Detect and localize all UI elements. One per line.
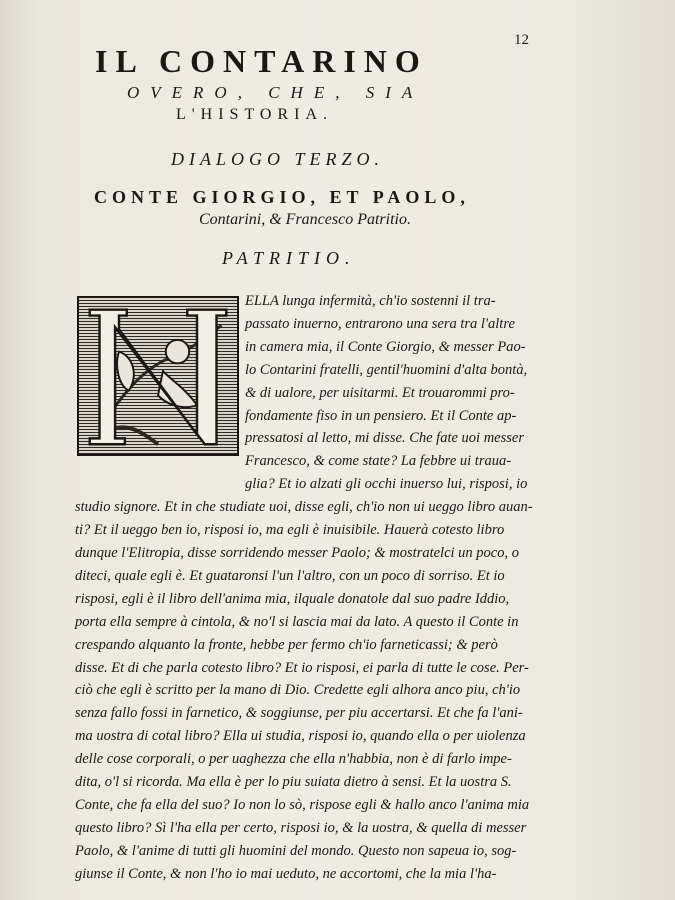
- body-line: diteci, quale egli è. Et guataronsi l'un l'altro, con un poco di sorriso. Et io: [75, 567, 505, 584]
- body-line: dunque l'Elitropia, disse sorridendo messer Paolo; & mostratelci un poco, o: [75, 544, 519, 561]
- body-line: questo libro? Sì l'ha ella per certo, risposi io, & la uostra, & quella di messer: [75, 819, 527, 836]
- body-line: porta ella sempre à cintola, & no'l si lascia mai da lato. A questo il Conte in: [75, 613, 519, 630]
- page-title: IL CONTARINO: [95, 43, 428, 79]
- body-line: passato inuerno, entrarono una sera tra l'altre: [245, 315, 515, 332]
- body-line: ti? Et il ueggo ben io, risposi io, ma egli è inuisibile. Hauerà cotesto libro: [75, 522, 505, 539]
- body-line: disse. Et di che parla cotesto libro? Et io risposi, ei parla di tutte le cose. Per-: [75, 659, 529, 676]
- body-line: in camera mia, il Conte Giorgio, & messer Pao-: [245, 338, 526, 355]
- body-line: risposi, egli è il libro dell'anima mia, ilquale donatole dal suo padre Iddio,: [75, 590, 510, 607]
- body-line: fondamente fiso in un pensiero. Et il Conte ap-: [245, 407, 517, 424]
- body-line: giunse il Conte, & non l'ho io mai ueduto, ne accortomi, che la mia l'ha-: [75, 865, 497, 882]
- body-line: dita, o'l si ricorda. Ma ella è per lo piu suiata dietro à sensi. Et la uostra S.: [75, 774, 512, 791]
- body-line: & di ualore, per uisitarmi. Et trouarommi pro-: [245, 384, 515, 401]
- body-line: lo Contarini fratelli, gentil'huomini d'alta bontà,: [245, 361, 528, 378]
- body-line: crespando alquanto la fronte, hebbe per fermo ch'io farneticassi; & però: [75, 636, 498, 653]
- body-line: glia? Et io alzati gli occhi inuerso lui, risposi, io: [245, 476, 528, 493]
- body-line: delle cose corporali, o per uaghezza che ella n'habbia, non è di farlo impe-: [75, 751, 512, 768]
- page-subtitle-line2: L'HISTORIA.: [176, 106, 334, 123]
- body-line: senza fallo fossi in farnetico, & soggiunse, per piu accertarsi. Et che fa l'ani-: [75, 705, 523, 722]
- body-line: Paolo, & l'anime di tutti gli huomini del mondo. Questo non sapeua io, sog-: [75, 842, 517, 859]
- body-line: Francesco, & come state? La febbre ui traua-: [245, 453, 512, 470]
- speakers-heading: CONTE GIORGIO, ET PAOLO,: [94, 187, 470, 207]
- body-line: ma uostra di cotal libro? Ella ui studia, risposi io, quando ella o per uiolenza: [75, 728, 526, 745]
- dialogue-heading: DIALOGO TERZO.: [171, 149, 385, 169]
- body-line: pressatosi al letto, mi disse. Che fate uoi messer: [245, 430, 524, 447]
- body-line: studio signore. Et in che studiate uoi, disse egli, ch'io non ui ueggo libro auan-: [75, 499, 533, 516]
- body-line: ELLA lunga infermità, ch'io sostenni il tra-: [245, 293, 496, 309]
- speakers-heading-line2: Contarini, & Francesco Patritio.: [199, 211, 411, 228]
- body-line: ciò che egli è scritto per la mano di Dio. Credette egli alhora anco piu, ch'io: [75, 682, 521, 699]
- body-text: [75, 290, 560, 886]
- page-subtitle: OVERO, CHE, SIA: [127, 83, 424, 102]
- page-number: 12: [514, 32, 529, 48]
- body-line: Conte, che fa ella del suo? Io non lo sò, rispose egli & hallo anco l'anima mia: [75, 796, 530, 813]
- speaker-name: PATRITIO.: [222, 248, 356, 268]
